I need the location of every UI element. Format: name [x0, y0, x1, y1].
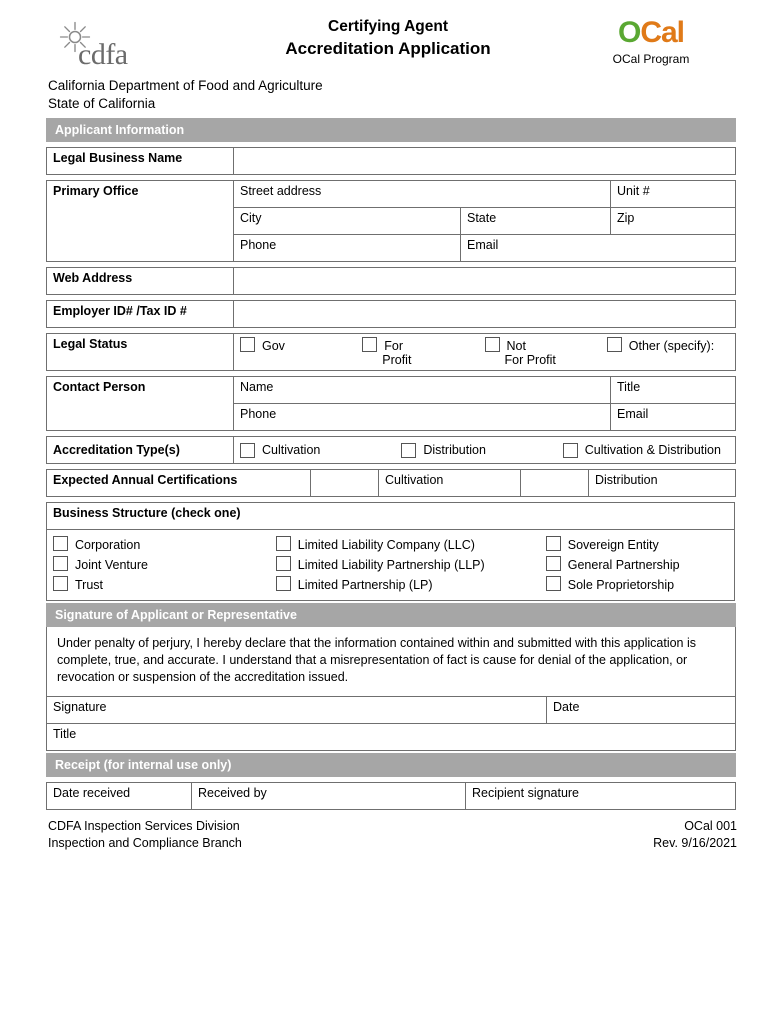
input-received-by[interactable]: Received by [192, 782, 466, 809]
legal-status-gov[interactable] [240, 337, 362, 367]
row-business-structure-options [47, 530, 735, 601]
label-expected-cultivation: Cultivation [379, 470, 521, 497]
input-date-received[interactable]: Date received [47, 782, 192, 809]
section-signature: Signature of Applicant or Representative [47, 604, 736, 627]
option-trust[interactable] [53, 574, 276, 594]
option-sole-proprietorship-label: Sole Proprietorship [567, 578, 675, 592]
checkbox-llp-icon[interactable] [276, 556, 291, 571]
checkbox-sole-proprietorship-icon[interactable] [546, 576, 561, 591]
option-llc[interactable] [276, 534, 546, 554]
input-phone[interactable]: Phone [234, 235, 461, 262]
legal-status-for-profit-label2: Profit [382, 353, 412, 367]
label-primary-office: Primary Office [47, 181, 234, 262]
input-contact-email[interactable]: Email [611, 404, 736, 431]
section-receipt: Receipt (for internal use only) [47, 753, 736, 776]
option-corporation[interactable] [53, 534, 276, 554]
business-structure-options [47, 530, 735, 601]
ocal-cal-letters: Cal [640, 16, 685, 49]
expected-certifications-table [46, 469, 736, 497]
label-web-address: Web Address [47, 268, 234, 295]
checkbox-general-partnership-icon[interactable] [546, 556, 561, 571]
input-city[interactable]: City [234, 208, 461, 235]
label-expected-distribution: Distribution [589, 470, 736, 497]
input-employer-id[interactable] [234, 301, 736, 328]
input-state[interactable]: State [461, 208, 611, 235]
input-expected-cultivation-count[interactable] [311, 470, 379, 497]
row-signature-header [47, 604, 736, 627]
input-contact-title[interactable]: Title [611, 377, 736, 404]
accreditation-cultivation-label: Cultivation [262, 442, 321, 457]
checkbox-gov-icon[interactable] [240, 337, 255, 352]
input-recipient-signature[interactable]: Recipient signature [466, 782, 736, 809]
row-signature-title [47, 723, 736, 750]
footer-left [48, 818, 242, 852]
business-structure-grid [53, 534, 728, 594]
row-legal-business-name [47, 148, 736, 175]
applicant-information-header-row [47, 119, 736, 142]
footer-division: CDFA Inspection Services Division [48, 818, 240, 833]
business-structure-row-2 [53, 554, 728, 574]
checkbox-accreditation-distribution-icon[interactable] [401, 443, 416, 458]
input-signature[interactable]: Signature [47, 696, 547, 723]
option-sovereign-entity[interactable] [546, 534, 728, 554]
title-line-1: Certifying Agent [328, 18, 448, 35]
checkbox-corporation-icon[interactable] [53, 536, 68, 551]
input-contact-name[interactable]: Name [234, 377, 611, 404]
title-line-2: Accreditation Application [285, 39, 491, 58]
business-structure-table [46, 502, 735, 601]
option-joint-venture[interactable] [53, 554, 276, 574]
label-contact-person: Contact Person [47, 377, 234, 431]
accreditation-distribution-label: Distribution [423, 442, 486, 457]
option-general-partnership[interactable] [546, 554, 728, 574]
cdfa-wordmark: cdfa [78, 38, 128, 71]
row-employer-id [47, 301, 736, 328]
row-receipt-header [47, 753, 736, 776]
option-trust-label: Trust [75, 578, 104, 592]
checkbox-sovereign-entity-icon[interactable] [546, 536, 561, 551]
legal-status-not-for-profit-label1: Not [506, 339, 526, 353]
legal-status-gov-label: Gov [262, 339, 285, 353]
accreditation-both-label: Cultivation & Distribution [584, 442, 721, 457]
row-accreditation-types [47, 437, 736, 464]
input-legal-business-name[interactable] [234, 148, 736, 175]
checkbox-accreditation-cultivation-icon[interactable] [240, 443, 255, 458]
footer-form-number: OCal 001 [684, 818, 737, 833]
option-llp-label: Limited Liability Partnership (LLP) [297, 558, 485, 572]
accreditation-both[interactable] [563, 443, 729, 458]
business-structure-row-1 [53, 534, 728, 554]
label-legal-status: Legal Status [47, 334, 234, 371]
row-web-address [47, 268, 736, 295]
row-signature-date [47, 696, 736, 723]
label-accreditation-types: Accreditation Type(s) [47, 437, 234, 464]
checkbox-lp-icon[interactable] [276, 576, 291, 591]
state-name: State of California [48, 96, 156, 111]
legal-status-for-profit-label1: For [384, 339, 403, 353]
checkbox-joint-venture-icon[interactable] [53, 556, 68, 571]
legal-status-not-for-profit[interactable] [485, 337, 607, 367]
row-business-structure-header [47, 503, 735, 530]
option-corporation-label: Corporation [75, 538, 141, 552]
ocal-wordmark [618, 18, 684, 48]
legal-status-other[interactable] [607, 337, 729, 367]
ocal-program-label: OCal Program [612, 52, 690, 66]
agency-name: California Department of Food and Agriculture [48, 78, 323, 93]
declaration-text: Under penalty of perjury, I hereby declare that the information contained within and submitted with this application is complete, true, and accurate. I understand that a misrepresentation of fact is cause for denial of the application, or revocation or suspension of the accreditation issued. [47, 627, 736, 697]
legal-status-for-profit[interactable] [362, 337, 484, 367]
label-expected-certifications: Expected Annual Certifications [47, 470, 311, 497]
label-employer-id: Employer ID# /Tax ID # [47, 301, 234, 328]
row-legal-status [47, 334, 736, 371]
input-street-address[interactable]: Street address [234, 181, 611, 208]
business-structure-row-3 [53, 574, 728, 594]
row-primary-office-street [47, 181, 736, 208]
input-web-address[interactable] [234, 268, 736, 295]
applicant-information-table [46, 118, 736, 464]
checkbox-accreditation-both-icon[interactable] [563, 443, 578, 458]
footer-branch: Inspection and Compliance Branch [48, 835, 242, 850]
checkbox-trust-icon[interactable] [53, 576, 68, 591]
label-legal-business-name: Legal Business Name [47, 148, 234, 175]
accreditation-options [234, 437, 736, 464]
input-expected-distribution-count[interactable] [521, 470, 589, 497]
checkbox-for-profit-icon[interactable] [362, 337, 377, 352]
cdfa-logo [50, 20, 170, 72]
input-unit[interactable]: Unit # [611, 181, 736, 208]
legal-status-options [234, 334, 736, 371]
checkbox-not-for-profit-icon[interactable] [485, 337, 500, 352]
ocal-o-letter: O [617, 16, 641, 49]
receipt-table [46, 753, 736, 810]
accreditation-cultivation[interactable] [240, 443, 401, 458]
option-sole-proprietorship[interactable] [546, 574, 728, 594]
option-llc-label: Limited Liability Company (LLC) [297, 538, 475, 552]
option-sovereign-entity-label: Sovereign Entity [567, 538, 659, 552]
row-receipt-fields [47, 782, 736, 809]
input-signature-title[interactable]: Title [47, 723, 736, 750]
row-declaration [47, 627, 736, 697]
page-footer [48, 818, 737, 852]
page-header [44, 14, 732, 76]
ocal-logo [586, 18, 716, 66]
input-date[interactable]: Date [547, 696, 736, 723]
option-lp[interactable] [276, 574, 546, 594]
option-lp-label: Limited Partnership (LP) [297, 578, 433, 592]
signature-table [46, 603, 736, 751]
input-email[interactable]: Email [461, 235, 736, 262]
option-llp[interactable] [276, 554, 546, 574]
input-zip[interactable]: Zip [611, 208, 736, 235]
checkbox-other-icon[interactable] [607, 337, 622, 352]
legal-status-other-label: Other (specify): [628, 339, 715, 353]
label-business-structure: Business Structure (check one) [47, 503, 735, 530]
option-general-partnership-label: General Partnership [567, 558, 680, 572]
accreditation-distribution[interactable] [401, 443, 562, 458]
input-contact-phone[interactable]: Phone [234, 404, 611, 431]
footer-right [653, 818, 737, 852]
legal-status-not-for-profit-label2: For Profit [504, 353, 556, 367]
row-expected-certifications [47, 470, 736, 497]
footer-revision: Rev. 9/16/2021 [653, 835, 737, 850]
checkbox-llc-icon[interactable] [276, 536, 291, 551]
option-joint-venture-label: Joint Venture [75, 558, 148, 572]
row-contact-person-name [47, 377, 736, 404]
section-applicant-information: Applicant Information [47, 119, 736, 142]
